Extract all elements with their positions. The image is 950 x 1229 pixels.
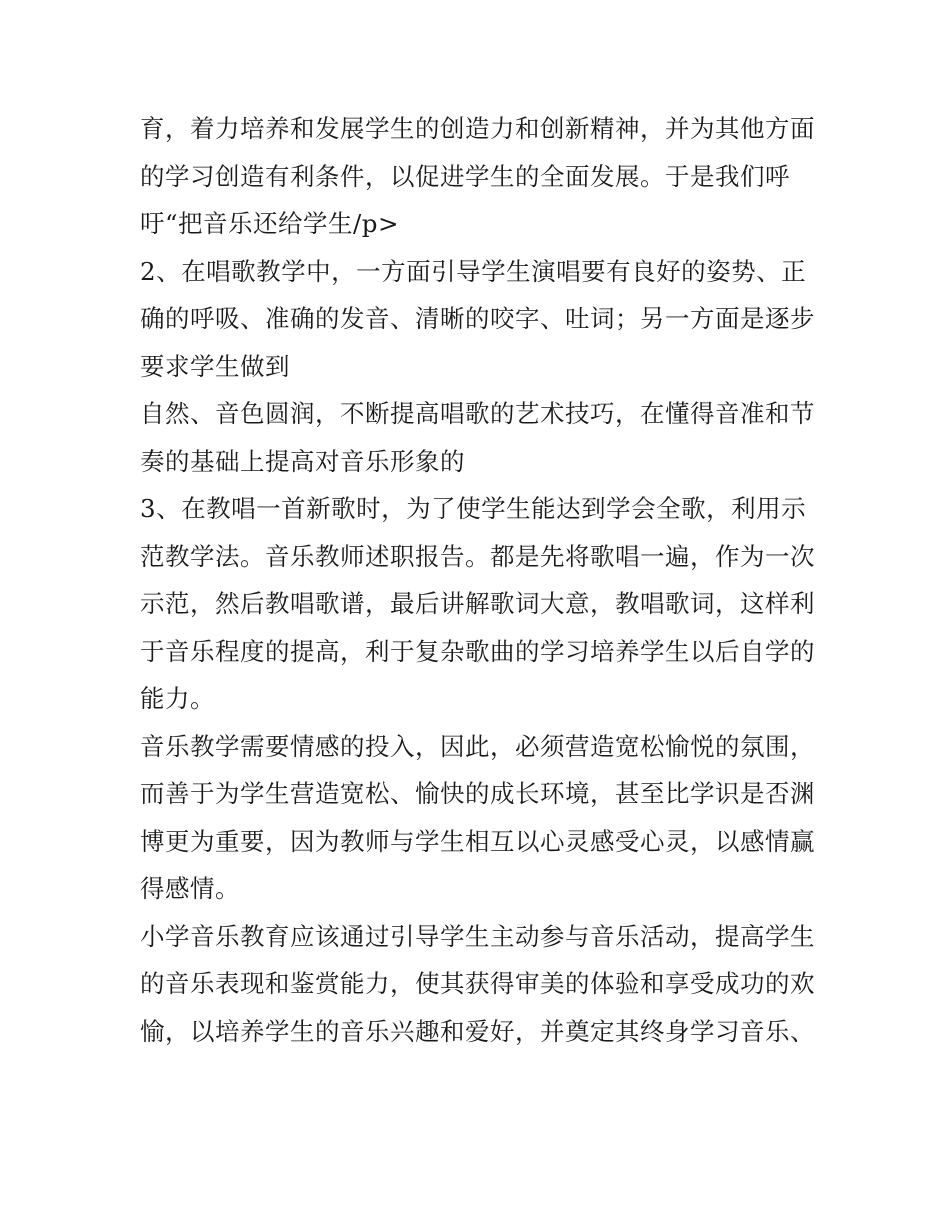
- text-line: 确的呼吸、准确的发音、清晰的咬字、吐词；另一方面是逐步: [140, 304, 815, 333]
- text-line: 博更为重要，因为教师与学生相互以心灵感受心灵，以感情赢: [140, 826, 815, 856]
- text-line: 育，着力培养和发展学生的创造力和创新精神，并为其他方面: [140, 114, 815, 143]
- text-line: 要求学生做到: [140, 351, 290, 381]
- text-line: 愉，以培养学生的音乐兴趣和爱好，并奠定其终身学习音乐、: [140, 1016, 815, 1046]
- text-line: 范教学法。音乐教师述职报告。都是先将歌唱一遍，作为一次: [140, 541, 815, 571]
- text-line: 能力。: [140, 684, 215, 713]
- paragraph-1: [140, 105, 820, 248]
- text-line: 的音乐表现和鉴赏能力，使其获得审美的体验和享受成功的欢: [140, 969, 815, 998]
- text-line: 奏的基础上提高对音乐形象的: [140, 446, 465, 476]
- text-line: 2、在唱歌教学中，一方面引导学生演唱要有良好的姿势、正: [140, 256, 807, 286]
- text-line: 而善于为学生营造宽松、愉快的成长环境，甚至比学识是否渊: [140, 779, 815, 808]
- document-body: [140, 105, 820, 1055]
- text-line: 于音乐程度的提高，利于复杂歌曲的学习培养学生以后自学的: [140, 636, 815, 666]
- text-line: 音乐教学需要情感的投入，因此，必须营造宽松愉悦的氛围，: [140, 731, 815, 761]
- text-line: 得感情。: [140, 874, 240, 903]
- text-line: 吁“把音乐还给学生/p>: [140, 209, 399, 238]
- text-line: 示范，然后教唱歌谱，最后讲解歌词大意，教唱歌词，这样利: [140, 589, 815, 618]
- text-line: 自然、音色圆润，不断提高唱歌的艺术技巧，在懂得音准和节: [140, 399, 815, 428]
- paragraph-4: [140, 485, 820, 723]
- text-line: 小学音乐教育应该通过引导学生主动参与音乐活动，提高学生: [140, 921, 815, 951]
- text-line: 的学习创造有利条件，以促进学生的全面发展。于是我们呼: [140, 161, 790, 191]
- paragraph-6: [140, 913, 820, 1056]
- paragraph-3: [140, 390, 820, 485]
- paragraph-5: [140, 723, 820, 913]
- text-line: 3、在教唱一首新歌时，为了使学生能达到学会全歌，利用示: [140, 494, 807, 523]
- paragraph-2: [140, 248, 820, 391]
